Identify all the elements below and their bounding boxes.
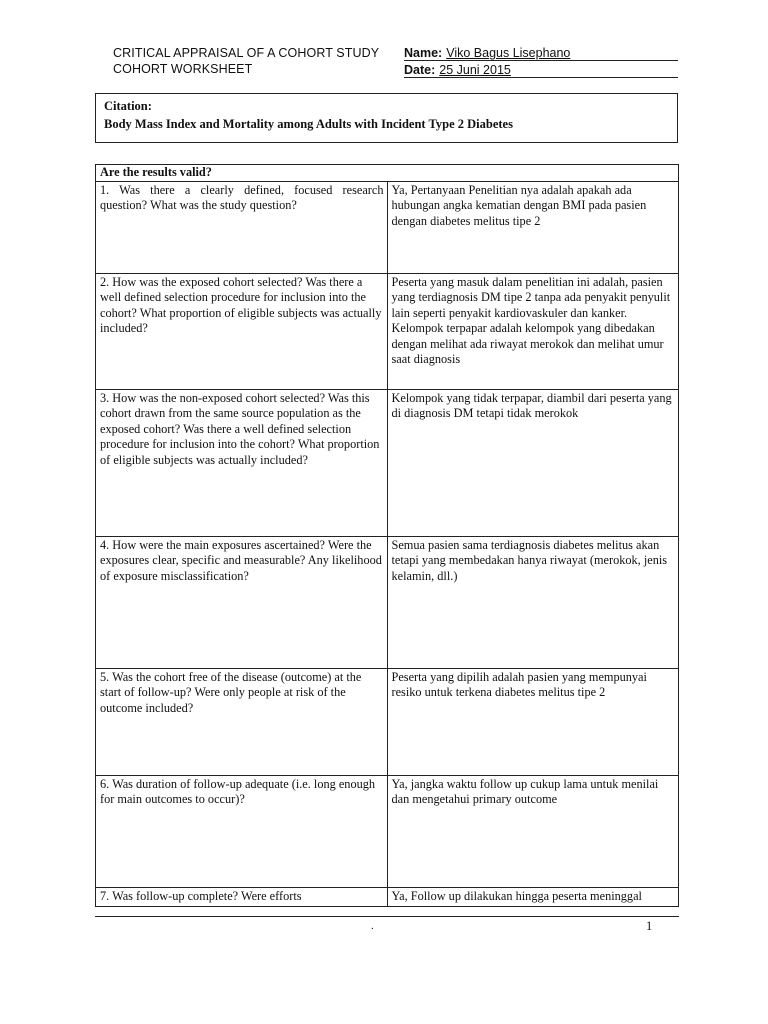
question-cell: 1. Was there a clearly defined, focused research question? What was the study question? [96,181,388,273]
table-row [96,536,679,668]
citation-label: Citation: [104,99,152,113]
question-cell: 6. Was duration of follow-up adequate (i.e. long enough for main outcomes to occur)? [96,775,388,887]
answer-cell: Ya, jangka waktu follow up cukup lama untuk menilai dan mengetahui primary outcome [387,775,679,887]
answer-cell: Peserta yang masuk dalam penelitian ini adalah, pasien yang terdiagnosis DM tipe 2 tanpa ada penyakit penyulit lain seperti penyakit kardiovaskuler dan kanker. Kelompok terpapar adalah kelompok yang dibedakan dengan melihat ada riwayat merokok dan melihat umur saat diagnosis [387,273,679,389]
question-cell: 5. Was the cohort free of the disease (outcome) at the start of follow-up? Were only people at risk of the outcome included? [96,668,388,775]
worksheet-table [95,164,679,907]
table-row [96,181,679,273]
heading-title: CRITICAL APPRAISAL OF A COHORT STUDY [113,46,380,60]
section-header: Are the results valid? [96,165,679,182]
worksheet-heading [113,45,379,77]
heading-subtitle: COHORT WORKSHEET [113,62,253,76]
table-row [96,668,679,775]
citation-title: Body Mass Index and Mortality among Adults with Incident Type 2 Diabetes [104,117,513,131]
answer-cell: Ya, Follow up dilakukan hingga peserta meninggal [387,887,679,906]
question-cell: 2. How was the exposed cohort selected? Was there a well defined selection procedure for inclusion into the cohort? What proportion of eligible subjects was actually included? [96,273,388,389]
answer-cell: Semua pasien sama terdiagnosis diabetes melitus akan tetapi yang membedakan hanya riwayat (merokok, jenis kelamin, dll.) [387,536,679,668]
name-value: Viko Bagus Lisephano [446,46,571,60]
footer-divider [95,916,679,917]
answer-cell: Ya, Pertanyaan Penelitian nya adalah apakah ada hubungan angka kematian dengan BMI pada pasien dengan diabetes melitus tipe 2 [387,181,679,273]
name-label: Name: [404,46,443,60]
date-field [404,62,678,78]
answer-cell: Kelompok yang tidak terpapar, diambil dari peserta yang di diagnosis DM tetapi tidak merokok [387,389,679,536]
citation-box [95,93,678,143]
table-row [96,389,679,536]
page-number: 1 [646,919,653,933]
name-field [404,45,678,61]
section-header-row [96,165,679,182]
question-cell: 3. How was the non-exposed cohort selected? Was this cohort drawn from the same source population as the exposed cohort? Was there a well defined selection procedure for inclusion into the cohort? What proportion of eligible subjects was actually included? [96,389,388,536]
table-row [96,273,679,389]
footer-mark: . [371,920,374,932]
table-row [96,775,679,887]
question-cell: 7. Was follow-up complete? Were efforts [96,887,388,906]
answer-cell: Peserta yang dipilih adalah pasien yang mempunyai resiko untuk terkena diabetes melitus tipe 2 [387,668,679,775]
header-fields [404,45,678,79]
date-label: Date: [404,63,436,77]
date-value: 25 Juni 2015 [439,63,511,77]
table-row [96,887,679,906]
question-cell: 4. How were the main exposures ascertained? Were the exposures clear, specific and measurable? Any likelihood of exposure misclassification? [96,536,388,668]
